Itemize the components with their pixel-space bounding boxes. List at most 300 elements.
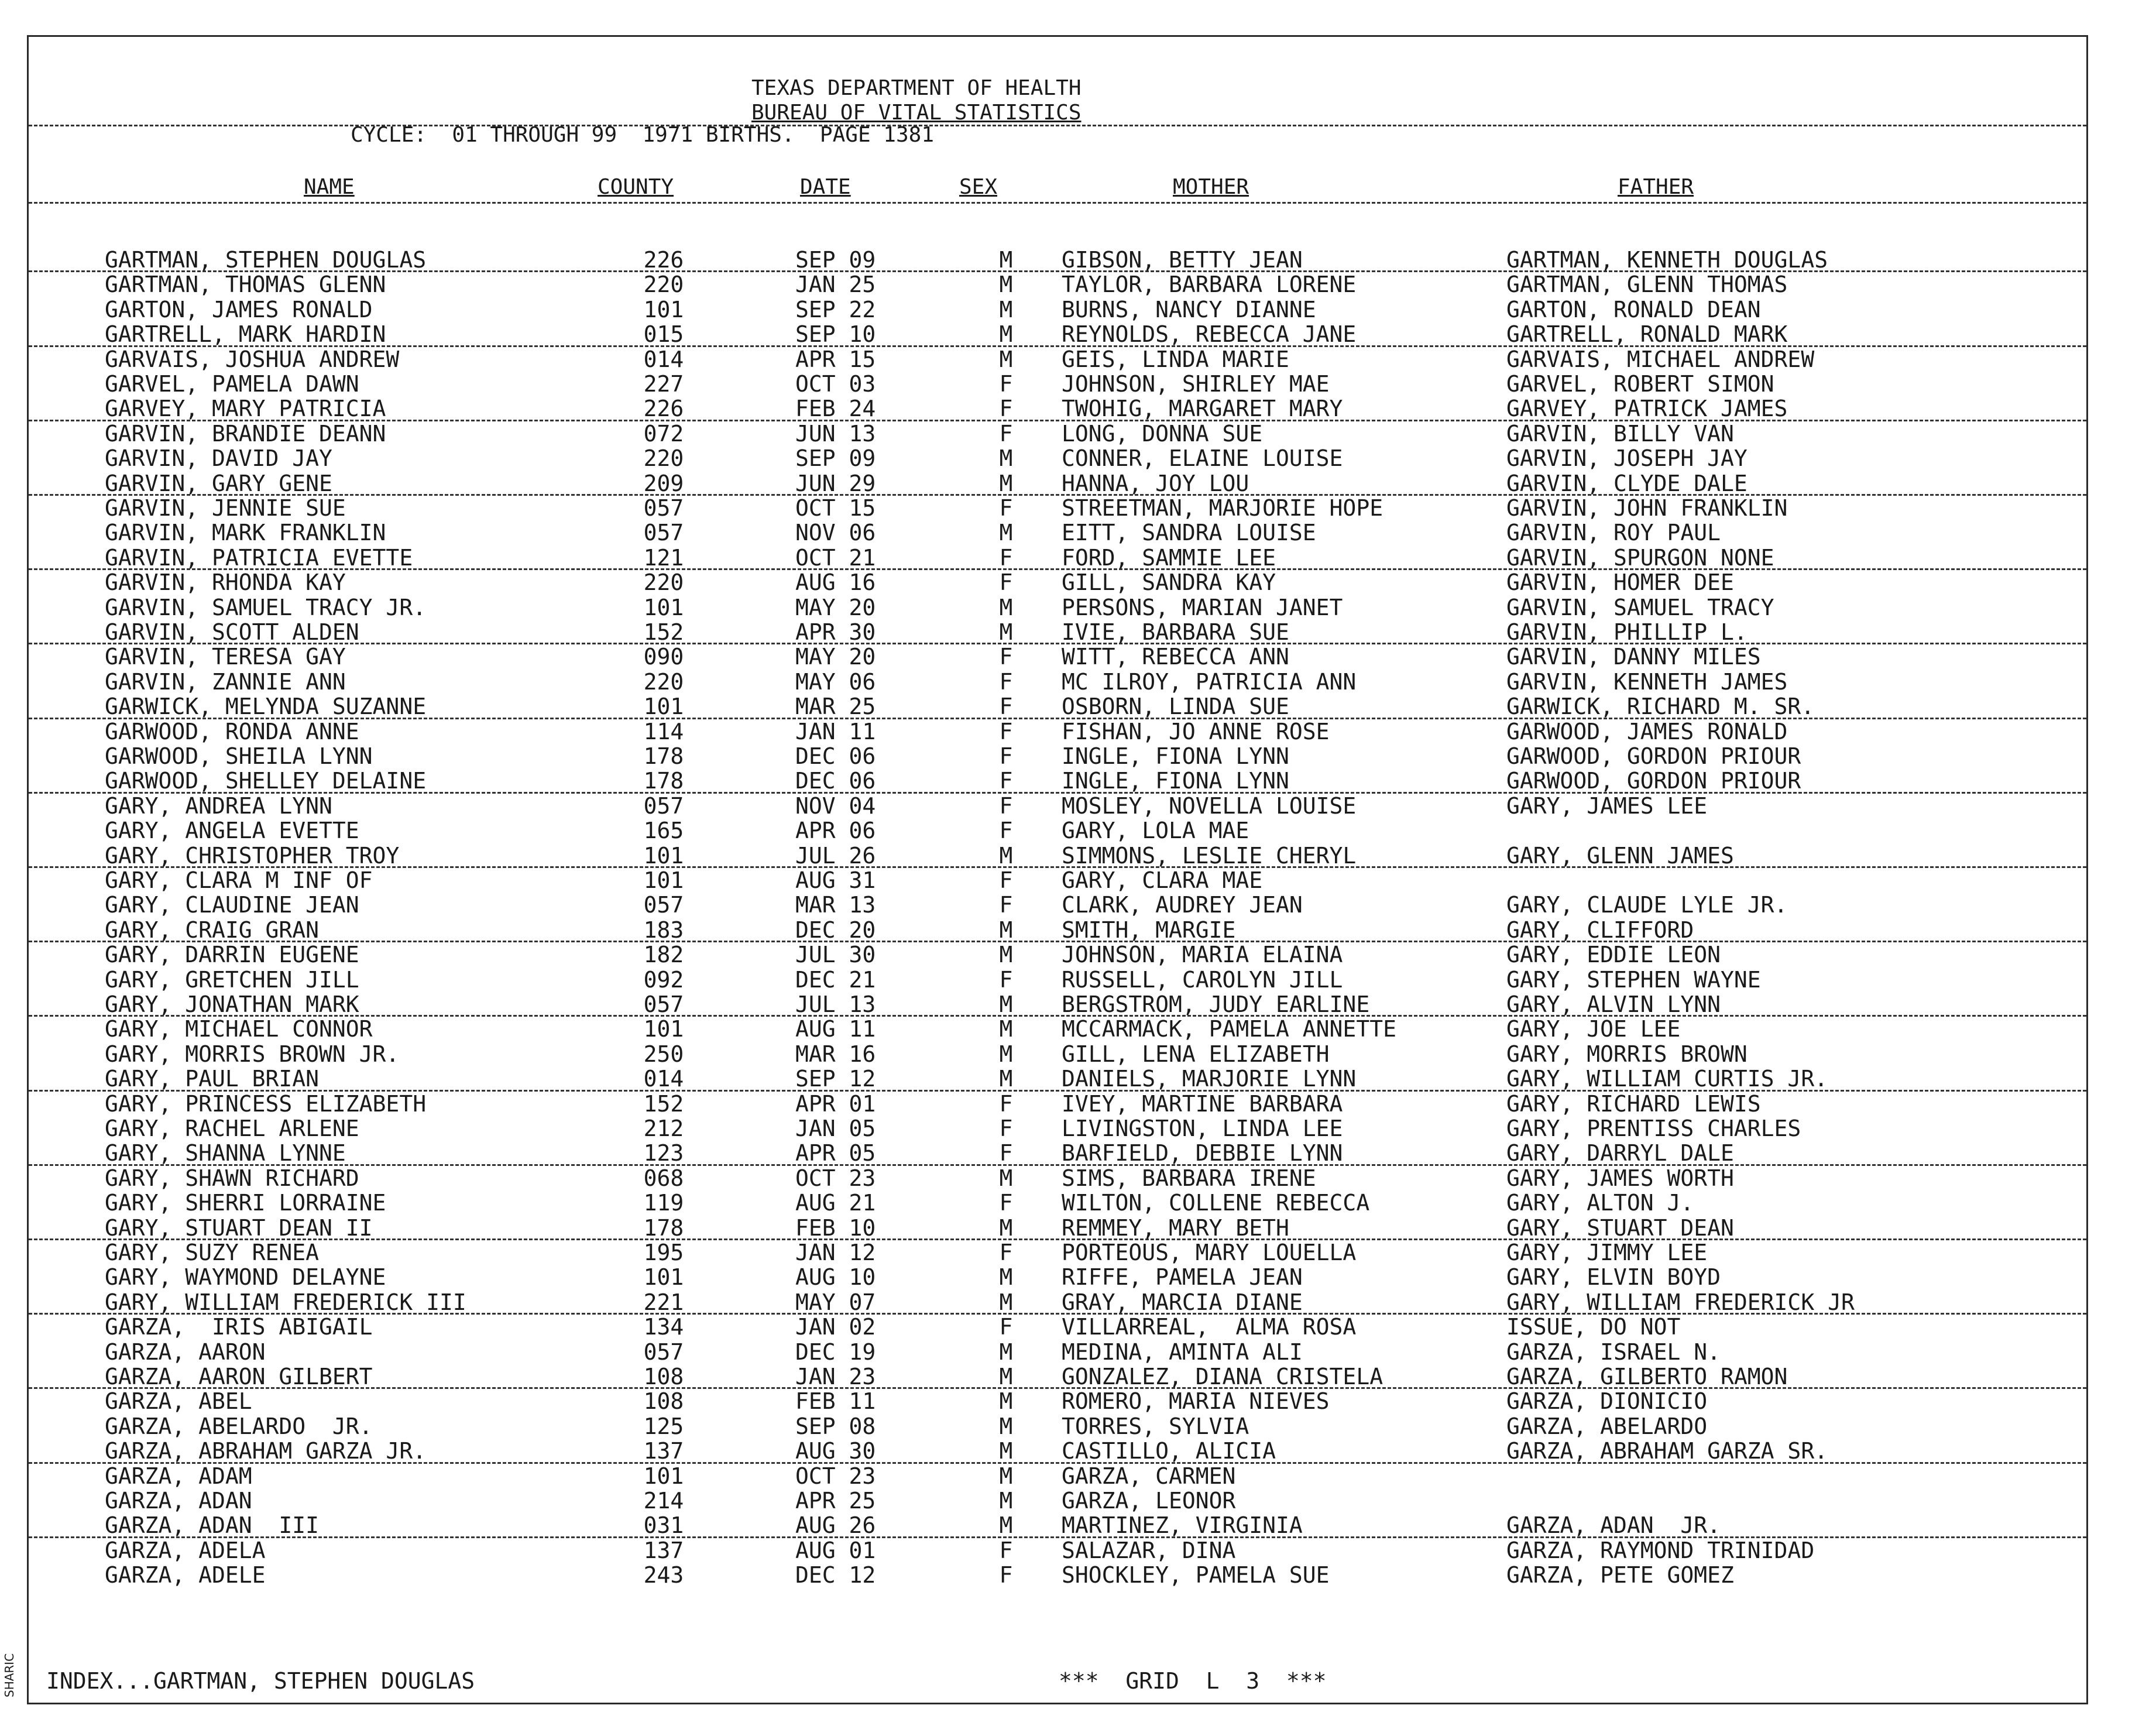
record-name: GARY, RACHEL ARLENE [105,1116,359,1141]
record-mother: BURNS, NANCY DIANNE [1062,296,1316,323]
record-date: MAR 16 [795,1041,876,1067]
record-date: JUL 26 [795,842,876,869]
record-county: 092 [643,966,684,993]
record-mother: GARY, CLARA MAE [1062,867,1263,893]
table-row [29,1240,2086,1265]
record-father: GARVIN, JOHN FRANKLIN [1506,495,1788,521]
record-name: GARVEY, MARY PATRICIA [105,396,386,422]
record-mother: JOHNSON, MARIA ELAINA [1062,942,1343,968]
record-sex: M [999,470,1013,496]
table-row [29,545,2086,570]
record-father: GARZA, ABELARDO [1506,1413,1708,1439]
record-name: GARTRELL, MARK HARDIN [105,321,386,348]
record-date: JAN 02 [795,1314,876,1340]
record-mother: INGLE, FIONA LYNN [1062,768,1289,794]
record-mother: STREETMAN, MARJORIE HOPE [1062,495,1383,521]
record-mother: ROMERO, MARIA NIEVES [1062,1388,1330,1415]
record-mother: IVEY, MARTINE BARBARA [1062,1090,1343,1117]
table-row [29,893,2086,917]
record-name: GARTON, JAMES RONALD [105,296,373,323]
record-sex: M [999,1041,1013,1067]
record-name: GARZA, ABEL [105,1388,252,1415]
record-date: JAN 12 [795,1240,876,1265]
record-date: DEC 20 [795,917,876,943]
record-county: 178 [643,743,684,769]
record-county: 057 [643,520,684,546]
record-name: GARZA, AARON GILBERT [105,1364,373,1390]
column-header-rule [29,202,2086,204]
record-date: APR 05 [795,1140,876,1167]
table-row [29,794,2086,818]
record-name: GARY, ANGELA EVETTE [105,818,359,844]
table-row [29,1042,2086,1066]
record-date: AUG 10 [795,1264,876,1291]
record-county: 137 [643,1537,684,1563]
table-row [29,421,2086,446]
record-mother: TAYLOR, BARBARA LORENE [1062,272,1357,298]
table-row [29,297,2086,322]
record-name: GARY, WAYMOND DELAYNE [105,1264,386,1291]
record-county: 220 [643,569,684,596]
record-name: GARWOOD, SHEILA LYNN [105,743,373,769]
record-county: 195 [643,1240,684,1265]
record-county: 220 [643,445,684,472]
record-sex: M [999,1438,1013,1464]
record-name: GARVIN, SAMUEL TRACY JR. [105,594,427,620]
table-row [29,918,2086,942]
table-row [29,1290,2086,1315]
record-mother: MARTINEZ, VIRGINIA [1062,1512,1303,1539]
record-sex: F [999,867,1013,893]
record-county: 014 [643,1066,684,1092]
table-row [29,1216,2086,1240]
record-mother: GARY, LOLA MAE [1062,818,1249,844]
record-sex: F [999,818,1013,844]
record-date: AUG 21 [795,1190,876,1216]
record-sex: M [999,1488,1013,1514]
record-name: GARVIN, JENNIE SUE [105,495,346,521]
record-county: 057 [643,792,684,819]
record-name: GARWICK, MELYNDA SUZANNE [105,694,427,720]
record-county: 125 [643,1413,684,1439]
table-row [29,446,2086,471]
record-father: GARY, JOE LEE [1506,1016,1681,1042]
cycle-line: CYCLE: 01 THROUGH 99 1971 BIRTHS. PAGE 1381 [351,123,934,147]
record-sex: M [999,1413,1013,1439]
record-name: GARZA, IRIS ABIGAIL [105,1314,373,1340]
table-row [29,1364,2086,1389]
table-row [29,670,2086,694]
record-mother: VILLARREAL, ALMA ROSA [1062,1314,1357,1340]
record-mother: SHOCKLEY, PAMELA SUE [1062,1562,1330,1589]
record-sex: F [999,768,1013,794]
record-sex: F [999,371,1013,397]
record-mother: RIFFE, PAMELA JEAN [1062,1264,1303,1291]
record-date: SEP 12 [795,1066,876,1092]
record-date: AUG 26 [795,1512,876,1539]
record-father: GARY, WILLIAM CURTIS JR. [1506,1066,1828,1092]
table-row [29,1116,2086,1141]
record-name: GARY, SHANNA LYNNE [105,1140,346,1167]
record-date: MAY 07 [795,1289,876,1315]
record-date: DEC 21 [795,966,876,993]
record-mother: IVIE, BARBARA SUE [1062,619,1289,645]
record-father: GARVIN, KENNETH JAMES [1506,668,1788,695]
record-mother: GONZALEZ, DIANA CRISTELA [1062,1364,1383,1390]
record-mother: WITT, REBECCA ANN [1062,644,1289,670]
record-date: OCT 03 [795,371,876,397]
record-county: 178 [643,1214,684,1241]
record-county: 090 [643,644,684,670]
record-father: GARTON, RONALD DEAN [1506,296,1761,323]
record-sex: F [999,1537,1013,1563]
record-father: GARY, WILLIAM FREDERICK JR [1506,1289,1855,1315]
record-date: JAN 05 [795,1116,876,1141]
bureau-title: BUREAU OF VITAL STATISTICS [751,101,1082,125]
table-row [29,520,2086,545]
record-sex: M [999,991,1013,1017]
record-sex: F [999,792,1013,819]
record-sex: F [999,892,1013,918]
record-mother: SALAZAR, DINA [1062,1537,1236,1563]
table-row [29,1141,2086,1165]
record-name: GARY, CHRISTOPHER TROY [105,842,400,869]
record-name: GARVIN, BRANDIE DEANN [105,420,386,447]
record-mother: TWOHIG, MARGARET MARY [1062,396,1343,422]
record-name: GARZA, ADELA [105,1537,266,1563]
record-county: 250 [643,1041,684,1067]
record-father: GARTMAN, KENNETH DOUGLAS [1506,247,1828,273]
record-father: GARZA, DIONICIO [1506,1388,1708,1415]
record-county: 014 [643,346,684,372]
record-county: 101 [643,1463,684,1489]
record-name: GARY, MORRIS BROWN JR. [105,1041,400,1067]
record-name: GARY, SHAWN RICHARD [105,1165,359,1191]
record-father: GARVIN, BILLY VAN [1506,420,1734,447]
record-father: GARVIN, SPURGON NONE [1506,544,1774,571]
record-father: GARY, CLAUDE LYLE JR. [1506,892,1788,918]
record-sex: F [999,1190,1013,1216]
record-county: 221 [643,1289,684,1315]
record-county: 057 [643,991,684,1017]
table-row [29,694,2086,719]
record-name: GARY, SHERRI LORRAINE [105,1190,386,1216]
table-row [29,1488,2086,1513]
record-county: 101 [643,842,684,869]
record-sex: M [999,1339,1013,1365]
record-county: 243 [643,1562,684,1589]
record-name: GARTMAN, STEPHEN DOUGLAS [105,247,427,273]
record-date: FEB 10 [795,1214,876,1241]
record-mother: OSBORN, LINDA SUE [1062,694,1289,720]
record-name: GARY, ANDREA LYNN [105,792,332,819]
table-row [29,1017,2086,1041]
record-sex: M [999,1165,1013,1191]
record-sex: M [999,1289,1013,1315]
record-date: DEC 12 [795,1562,876,1589]
record-date: SEP 09 [795,445,876,472]
printout-frame [27,35,2088,1704]
record-mother: JOHNSON, SHIRLEY MAE [1062,371,1330,397]
record-name: GARVEL, PAMELA DAWN [105,371,359,397]
header-rule [29,125,2086,126]
record-date: DEC 19 [795,1339,876,1365]
record-date: FEB 11 [795,1388,876,1415]
record-county: 108 [643,1388,684,1415]
record-name: GARZA, ADELE [105,1562,266,1589]
record-county: 227 [643,371,684,397]
record-date: MAY 06 [795,668,876,695]
record-sex: F [999,718,1013,745]
record-county: 209 [643,470,684,496]
record-date: JAN 25 [795,272,876,298]
record-date: SEP 09 [795,247,876,273]
record-date: MAR 25 [795,694,876,720]
record-sex: F [999,966,1013,993]
record-mother: RUSSELL, CAROLYN JILL [1062,966,1343,993]
record-name: GARY, CRAIG GRAN [105,917,320,943]
record-date: JUN 13 [795,420,876,447]
table-row [29,396,2086,421]
record-father: GARZA, GILBERTO RAMON [1506,1364,1788,1390]
record-father: GARVIN, JOSEPH JAY [1506,445,1748,472]
record-father: GARY, JIMMY LEE [1506,1240,1708,1265]
record-name: GARY, STUART DEAN II [105,1214,373,1241]
record-mother: GRAY, MARCIA DIANE [1062,1289,1303,1315]
record-mother: MC ILROY, PATRICIA ANN [1062,668,1357,695]
record-sex: F [999,544,1013,571]
record-father: GARVIN, PHILLIP L. [1506,619,1748,645]
record-date: OCT 23 [795,1463,876,1489]
record-mother: REYNOLDS, REBECCA JANE [1062,321,1357,348]
record-county: 220 [643,272,684,298]
record-name: GARZA, ADAN [105,1488,252,1514]
record-sex: M [999,594,1013,620]
record-father: GARWOOD, JAMES RONALD [1506,718,1788,745]
table-row [29,1166,2086,1191]
record-father: GARVEY, PATRICK JAMES [1506,396,1788,422]
record-county: 137 [643,1438,684,1464]
record-date: AUG 01 [795,1537,876,1563]
record-mother: GEIS, LINDA MARIE [1062,346,1289,372]
record-sex: M [999,1463,1013,1489]
record-sex: M [999,445,1013,472]
table-row [29,1414,2086,1439]
record-father: GARY, STUART DEAN [1506,1214,1734,1241]
record-sex: M [999,842,1013,869]
record-father: GARZA, ADAN JR. [1506,1512,1721,1539]
record-name: GARVAIS, JOSHUA ANDREW [105,346,400,372]
record-father: GARY, EDDIE LEON [1506,942,1721,968]
record-county: 182 [643,942,684,968]
record-sex: M [999,1512,1013,1539]
record-father: GARVAIS, MICHAEL ANDREW [1506,346,1815,372]
record-county: 123 [643,1140,684,1167]
record-sex: F [999,396,1013,422]
record-sex: M [999,272,1013,298]
record-mother: CONNER, ELAINE LOUISE [1062,445,1343,472]
record-mother: WILTON, COLLENE REBECCA [1062,1190,1370,1216]
table-row [29,1340,2086,1364]
record-sex: M [999,1016,1013,1042]
record-mother: GARZA, CARMEN [1062,1463,1236,1489]
record-name: GARVIN, GARY GENE [105,470,332,496]
record-sex: F [999,668,1013,695]
record-father: GARZA, ABRAHAM GARZA SR. [1506,1438,1828,1464]
record-name: GARY, DARRIN EUGENE [105,942,359,968]
record-father: GARZA, RAYMOND TRINIDAD [1506,1537,1815,1563]
record-father: ISSUE, DO NOT [1506,1314,1681,1340]
record-sex: F [999,743,1013,769]
record-mother: SMITH, MARGIE [1062,917,1236,943]
record-name: GARVIN, ZANNIE ANN [105,668,346,695]
record-father: GARY, ELVIN BOYD [1506,1264,1721,1291]
record-date: APR 06 [795,818,876,844]
record-name: GARVIN, MARK FRANKLIN [105,520,386,546]
record-sex: M [999,1388,1013,1415]
column-header-name: NAME [304,175,355,199]
record-father: GARY, ALTON J. [1506,1190,1694,1216]
record-date: MAY 20 [795,594,876,620]
record-sex: M [999,619,1013,645]
table-row [29,868,2086,893]
record-mother: SIMS, BARBARA IRENE [1062,1165,1316,1191]
record-date: JAN 11 [795,718,876,745]
record-name: GARVIN, PATRICIA EVETTE [105,544,413,571]
record-date: JUL 30 [795,942,876,968]
record-name: GARVIN, SCOTT ALDEN [105,619,359,645]
record-county: 121 [643,544,684,571]
record-county: 178 [643,768,684,794]
record-father: GARVIN, ROY PAUL [1506,520,1721,546]
record-mother: GILL, SANDRA KAY [1062,569,1276,596]
record-mother: LIVINGSTON, LINDA LEE [1062,1116,1343,1141]
table-row [29,818,2086,843]
record-name: GARVIN, DAVID JAY [105,445,332,472]
record-sex: F [999,644,1013,670]
record-name: GARWOOD, SHELLEY DELAINE [105,768,427,794]
record-county: 101 [643,694,684,720]
record-date: JAN 23 [795,1364,876,1390]
record-sex: F [999,569,1013,596]
column-header-sex: SEX [959,175,998,199]
record-county: 119 [643,1190,684,1216]
record-mother: PORTEOUS, MARY LOUELLA [1062,1240,1357,1265]
table-row [29,347,2086,372]
record-sex: M [999,1364,1013,1390]
footer-grid: *** GRID L 3 *** [1059,1668,1327,1694]
record-sex: M [999,321,1013,348]
record-father: GARY, DARRYL DALE [1506,1140,1734,1167]
record-father: GARVIN, SAMUEL TRACY [1506,594,1774,620]
table-row [29,843,2086,868]
record-county: 072 [643,420,684,447]
record-name: GARZA, ABELARDO JR. [105,1413,373,1439]
record-name: GARZA, ADAM [105,1463,252,1489]
record-name: GARTMAN, THOMAS GLENN [105,272,386,298]
record-sex: M [999,296,1013,323]
record-mother: GARZA, LEONOR [1062,1488,1236,1514]
table-row [29,942,2086,967]
record-name: GARY, MICHAEL CONNOR [105,1016,373,1042]
table-row [29,719,2086,744]
record-county: 068 [643,1165,684,1191]
record-date: DEC 06 [795,768,876,794]
record-date: NOV 04 [795,792,876,819]
record-mother: HANNA, JOY LOU [1062,470,1249,496]
record-sex: M [999,520,1013,546]
footer-index: INDEX...GARTMAN, STEPHEN DOUGLAS [46,1668,475,1694]
record-county: 057 [643,892,684,918]
record-mother: GILL, LENA ELIZABETH [1062,1041,1330,1067]
record-sex: F [999,1116,1013,1141]
record-date: AUG 31 [795,867,876,893]
table-row [29,1315,2086,1339]
record-mother: DANIELS, MARJORIE LYNN [1062,1066,1357,1092]
table-row [29,992,2086,1017]
record-date: FEB 24 [795,396,876,422]
record-county: 165 [643,818,684,844]
record-name: GARY, JONATHAN MARK [105,991,359,1017]
column-header-date: DATE [800,175,851,199]
record-sex: M [999,1066,1013,1092]
record-county: 212 [643,1116,684,1141]
record-date: AUG 11 [795,1016,876,1042]
column-header-father: FATHER [1618,175,1694,199]
record-sex: F [999,1562,1013,1589]
record-mother: REMMEY, MARY BETH [1062,1214,1289,1241]
record-county: 015 [643,321,684,348]
record-mother: MEDINA, AMINTA ALI [1062,1339,1303,1365]
record-name: GARZA, ABRAHAM GARZA JR. [105,1438,427,1464]
record-county: 183 [643,917,684,943]
record-name: GARY, SUZY RENEA [105,1240,320,1265]
record-county: 057 [643,495,684,521]
record-name: GARY, CLAUDINE JEAN [105,892,359,918]
record-mother: MOSLEY, NOVELLA LOUISE [1062,792,1357,819]
record-father: GARWOOD, GORDON PRIOUR [1506,743,1801,769]
record-name: GARZA, AARON [105,1339,266,1365]
record-father: GARY, MORRIS BROWN [1506,1041,1748,1067]
table-row [29,272,2086,297]
record-mother: LONG, DONNA SUE [1062,420,1263,447]
record-county: 220 [643,668,684,695]
table-row [29,1513,2086,1538]
table-row [29,1092,2086,1116]
record-date: OCT 15 [795,495,876,521]
record-county: 101 [643,1016,684,1042]
record-county: 226 [643,396,684,422]
table-row [29,248,2086,272]
record-sex: F [999,1314,1013,1340]
record-county: 101 [643,867,684,893]
record-father: GARVIN, HOMER DEE [1506,569,1734,596]
record-date: NOV 06 [795,520,876,546]
record-sex: F [999,1090,1013,1117]
record-mother: GIBSON, BETTY JEAN [1062,247,1303,273]
record-mother: SIMMONS, LESLIE CHERYL [1062,842,1357,869]
record-date: SEP 08 [795,1413,876,1439]
record-date: DEC 06 [795,743,876,769]
record-county: 101 [643,594,684,620]
record-date: JUL 13 [795,991,876,1017]
record-sex: F [999,1140,1013,1167]
record-date: SEP 22 [795,296,876,323]
record-county: 134 [643,1314,684,1340]
record-father: GARY, PRENTISS CHARLES [1506,1116,1801,1141]
table-row [29,1265,2086,1289]
record-father: GARY, CLIFFORD [1506,917,1694,943]
